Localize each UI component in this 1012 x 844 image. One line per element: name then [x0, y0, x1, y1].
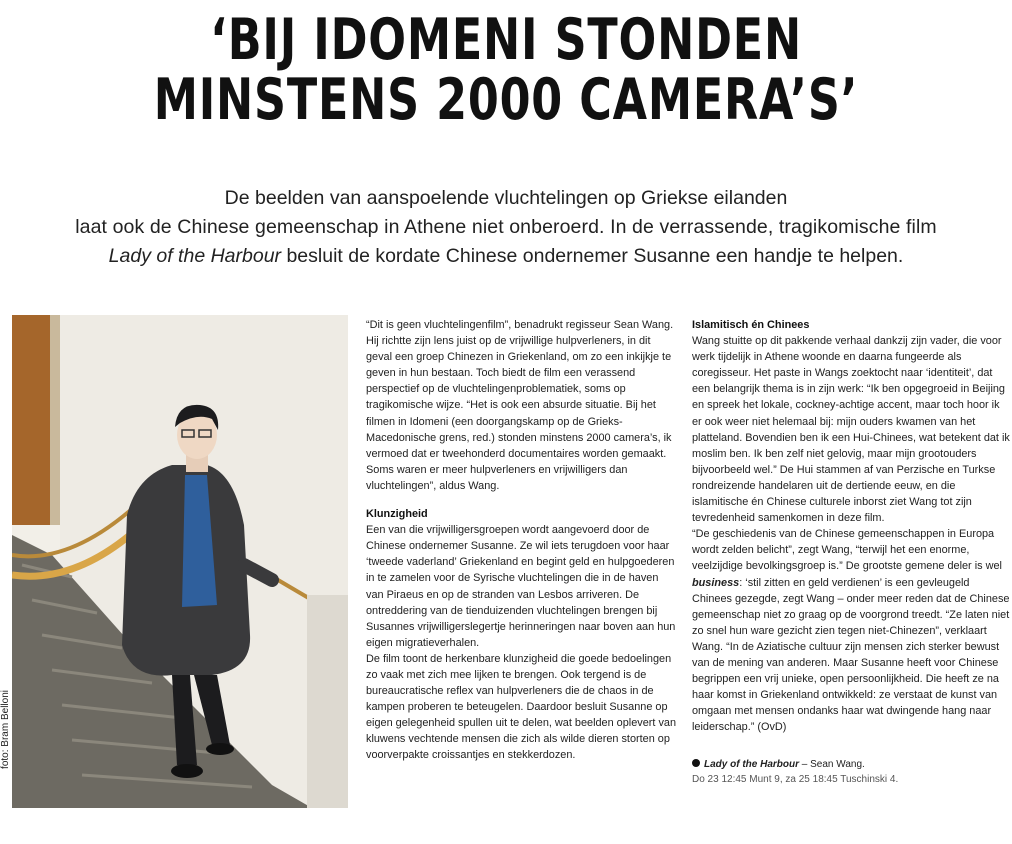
photo-credit [0, 690, 12, 810]
article-column-2 [692, 317, 1010, 787]
lead-line-1: De beelden van aanspoelende vluchtelingen op Griekse eilanden [224, 187, 788, 209]
body-paragraph [692, 526, 1010, 735]
emphasis-business: business [692, 576, 740, 589]
body-text: “De geschiedenis van de Chinese gemeenschappen in Europa wordt zelden belicht”, zegt Wang, “terwijl het een enorme, veelzijdige bevolkingsgroep is.” De grootste gemene deler is wel [692, 528, 1002, 573]
film-title: Lady of the Harbour [704, 759, 800, 771]
headline-line-2: MINSTENS 2000 CAMERA’S’ [153, 67, 859, 133]
lead-line-2: laat ook de Chinese gemeenschap in Athene niet onberoerd. In de verrassende, tragikomische film [75, 216, 937, 238]
body-paragraph: “Dit is geen vluchtelingenfilm”, benadrukt regisseur Sean Wang. Hij richtte zijn lens juist op de vrijwillige hulpverleners, in dit geval een groep Chinezen in Griekenland, om zo een inkijkje te geven in hun bestaan. Toch biedt de film een verassend perspectief op de vluchtelingenproblematiek, soms op tragikomische wijze. “Het is ook een absurde situatie. Bij het filmen in Idomeni (een doorgangskamp op de Grieks-Macedonische grens, red.) stonden minstens 2000 camera’s, ik vermoed dat er tweehonderd documentaires worden gemaakt. Soms waren er meer hulpverleners en vrijwilligers dan vluchtelingen”, aldus Wang. [366, 319, 674, 492]
portrait-photo [12, 315, 348, 808]
headline-line-1: ‘BIJ IDOMENI STONDEN [210, 7, 802, 73]
portrait-illustration [12, 315, 348, 808]
body-paragraph: Een van die vrijwilligersgroepen wordt aangevoerd door de Chinese ondernemer Susanne. Ze wil iets terugdoen voor haar ‘tweede vaderland’ Griekenland en begint geld en hulpgoederen in te zamelen voor de Syrische vluchtelingen die in de haven van Piraeus en op de stranden van Lesbos arriveren. De ontreddering van de tienduizenden vluchtelingen brengen bij Susannes vrijwilligerslegertje herinneringen naar boven aan hun eigen migratieverhalen. [366, 524, 676, 649]
lead-line-3-rest: besluit de kordate Chinese ondernemer Susanne een handje te helpen. [281, 245, 904, 267]
subheading-klunzigheid: Klunzigheid [366, 508, 428, 521]
body-paragraph: De film toont de herkenbare klunzigheid die goede bedoelingen zo vaak met zich mee lijken te brengen. Ook tergend is de bureaucratische reflex van hulpverleners die de chaos in de kampen proberen te beteugelen. Daardoor besluit Susanne op eigen gelegenheid spullen uit te delen, wat beelden oplevert van kluwens vechtende mensen die zich als wilde dieren storten op voorverpakte croissantjes en stekkerdozen. [366, 652, 677, 762]
photo-credit-text: foto: Bram Belloni [0, 690, 11, 769]
headline [111, 7, 900, 133]
film-info [692, 757, 1010, 772]
body-text: : ‘stil zitten en geld verdienen’ is een gevleugeld Chinees gezegde, zegt Wang – onder meer reden dat de Chinese gemeenschap niet zo graag op de voorgrond treedt. “Ze laten niet zo snel hun ware gezicht zien tegen niet-Chinezen”, verklaart Wang. “In de Aziatische cultuur zijn mensen zich sterker bewust van de mening van anderen. Maar Susanne heeft voor Chinese begrippen een vrij unieke, open persoonlijkheid. Die heeft ze na haar komst in Griekenland ontwikkeld: ze verstaat de kunst van omgaan met mensen ondanks haar wat dwingende hang naar leiderschap.” (OvD) [692, 576, 1010, 734]
body-paragraph: Wang stuitte op dit pakkende verhaal dankzij zijn vader, die voor werk tijdelijk in Athene woonde en daarna fungeerde als coregisseur. Het paste in Wangs zoektocht naar ‘identiteit’, dat een belangrijk thema is in zijn werk: “Ik ben opgegroeid in Beijing en spreek het lokale, cockney-achtige accent, maar toch hoor ik er ook weer niet helemaal bij: mijn ouders kwamen van het platteland. Bovendien ben ik een Hui-Chinees, wat betekent dat ik moslim ben. Ik ben zelf niet gelovig, maar mijn grootouders bijvoorbeeld wel.” De Hui stammen af van Perzische en Turkse rondreizende handelaren uit de dertiende eeuw, en die islamitische én Chinese culturele inborst ziet Wang tot zijn tevredenheid samenkomen in deze film. [692, 335, 1010, 525]
article-column-1 [366, 317, 676, 764]
film-director: – Sean Wang. [799, 759, 865, 771]
lead-film-title: Lady of the Harbour [108, 245, 282, 267]
screening-times: Do 23 12:45 Munt 9, za 25 18:45 Tuschinski 4. [692, 774, 899, 786]
subheading-islamitisch-en-chinees: Islamitisch én Chinees [692, 319, 810, 331]
lead-line-3 [20, 242, 992, 271]
bullet-icon [692, 759, 700, 767]
lead-paragraph [20, 184, 992, 271]
